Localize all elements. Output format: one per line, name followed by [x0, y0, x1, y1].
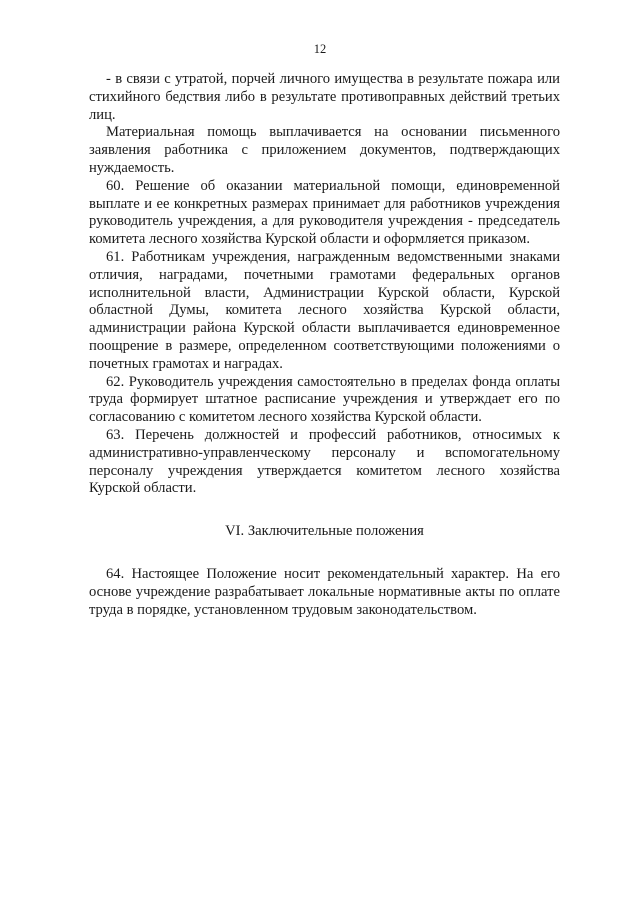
paragraph-60: 60. Решение об оказании материальной помощи, единовременной выплате и ее конкретных размерах принимает для работников учреждения руководитель учреждения, а для руководителя учреждения - председатель комитета лесного хозяйства Курской области и оформляется приказом. — [89, 177, 560, 248]
paragraph-62: 62. Руководитель учреждения самостоятельно в пределах фонда оплаты труда формирует штатное расписание учреждения и утверждает его по согласованию с комитетом лесного хозяйства Курской области. — [89, 373, 560, 426]
document-body — [89, 71, 560, 619]
paragraph-64: 64. Настоящее Положение носит рекомендательный характер. На его основе учреждение разрабатывает локальные нормативные акты по оплате труда в порядке, установленном трудовым законодательством. — [89, 565, 560, 618]
paragraph-property-loss: - в связи с утратой, порчей личного имущества в результате пожара или стихийного бедствия либо в результате противоправных действий третьих лиц. — [89, 71, 560, 123]
paragraph-61: 61. Работникам учреждения, награжденным ведомственными знаками отличия, наградами, почетными грамотами федеральных органов исполнительной власти, Администрации Курской области, Курской областной Думы, комитета лесного хозяйства Курской области, администрации района Курской области выплачивается единовременное поощрение в размере, определенном соответствующими положениями о почетных грамотах и наградах. — [89, 248, 560, 372]
paragraph-material-aid-basis: Материальная помощь выплачивается на основании письменного заявления работника с приложением документов, подтверждающих нуждаемость. — [89, 124, 560, 176]
page-number: 12 — [313, 42, 327, 56]
paragraph-63: 63. Перечень должностей и профессий работников, относимых к административно-управленческому персоналу и вспомогательному персоналу учреждения утверждается комитетом лесного хозяйства Курской области. — [89, 426, 560, 497]
section-heading: VI. Заключительные положения — [225, 523, 424, 540]
